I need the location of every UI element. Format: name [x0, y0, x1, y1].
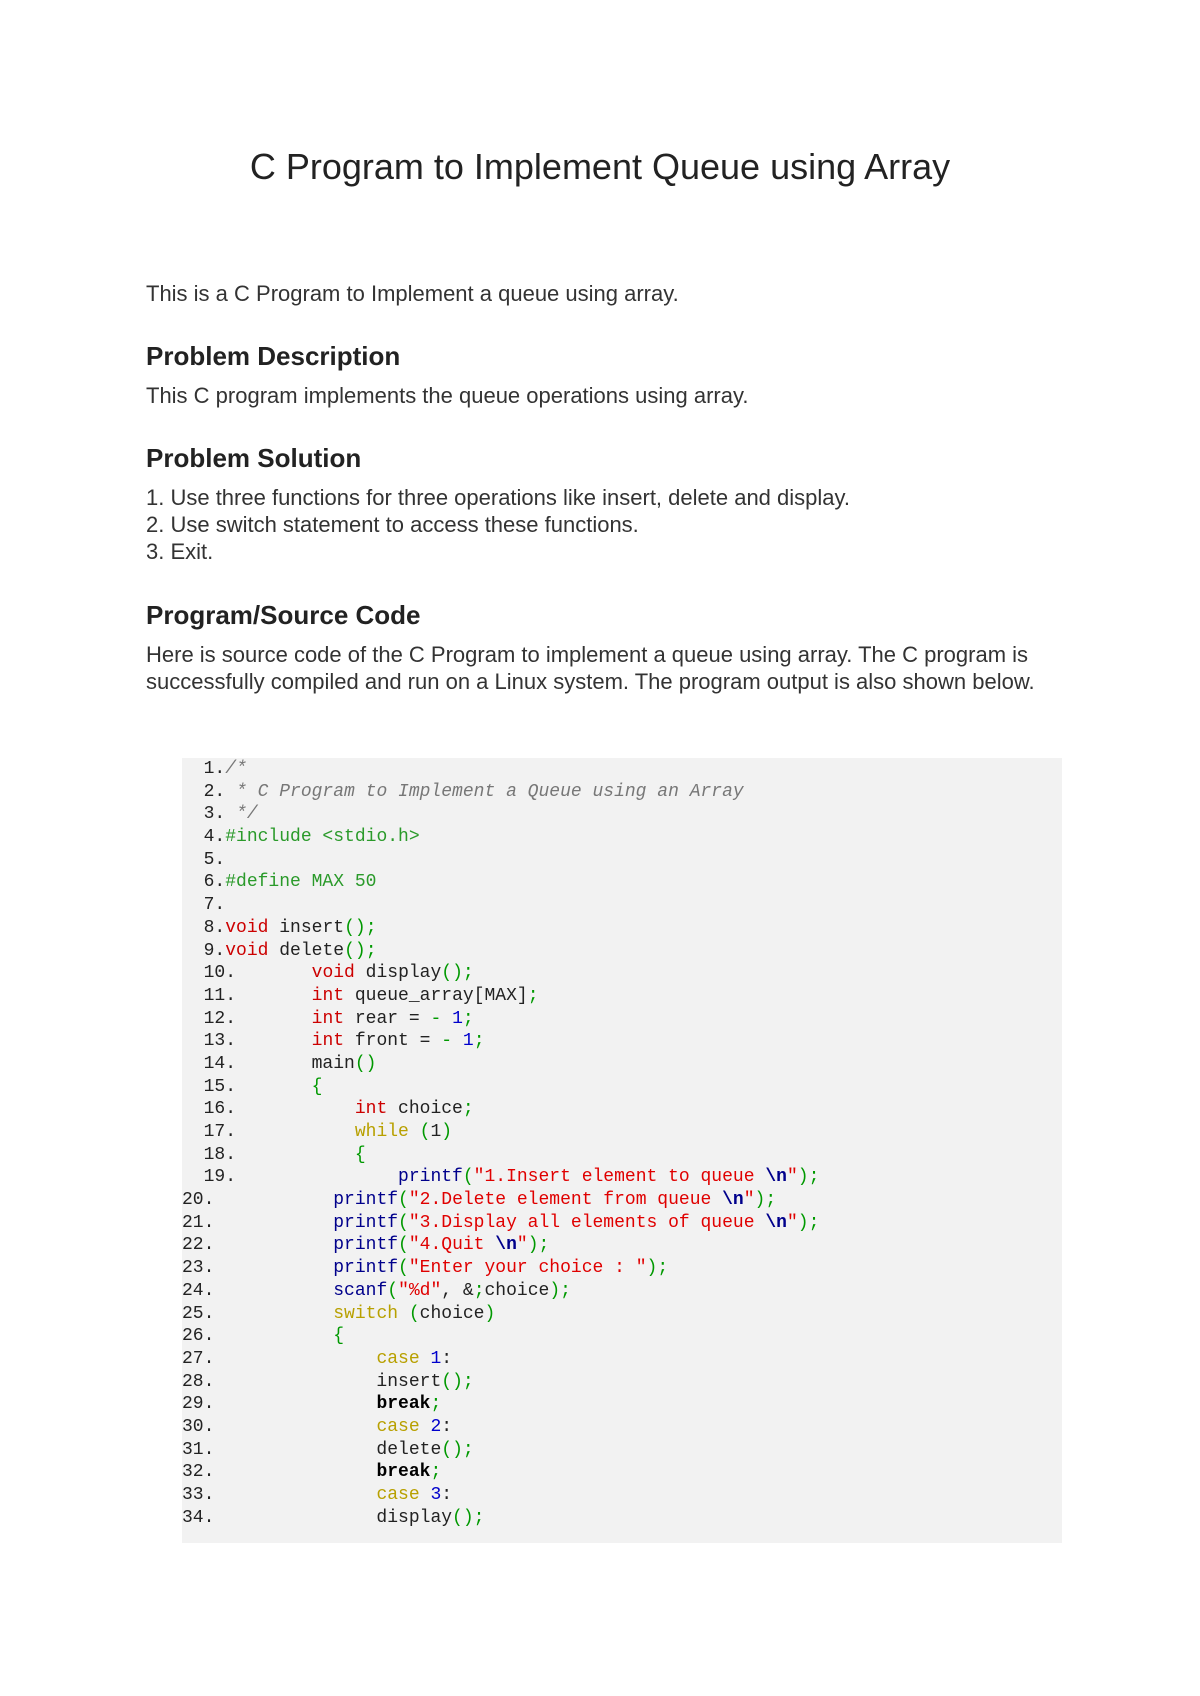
code-text: int rear = - 1; — [311, 1008, 474, 1029]
code-text: scanf("%d", &;choice); — [333, 1280, 571, 1301]
code-line — [182, 849, 1062, 872]
code-text: case 3: — [376, 1485, 453, 1505]
line-number: 3. — [182, 804, 226, 825]
code-text: void display(); — [311, 963, 474, 984]
code-text: { — [311, 1076, 323, 1097]
code-line — [182, 1212, 1062, 1235]
code-text: #include <stdio.h> — [225, 827, 420, 848]
line-number: 17. — [182, 1122, 237, 1142]
line-number: 6. — [182, 872, 226, 893]
code-text: void delete(); — [225, 940, 377, 961]
line-number: 32. — [182, 1462, 215, 1483]
code-line — [182, 1484, 1062, 1507]
code-block — [182, 758, 1062, 1529]
code-text: int front = - 1; — [311, 1031, 485, 1052]
code-text: printf("2.Delete element from queue \n"); — [333, 1190, 777, 1211]
line-number: 5. — [182, 849, 226, 870]
code-line — [182, 1189, 1062, 1212]
line-number: 4. — [182, 827, 226, 848]
line-number: 24. — [182, 1280, 215, 1301]
line-number: 29. — [182, 1394, 215, 1415]
code-text: void insert(); — [225, 917, 377, 938]
line-number: 8. — [182, 917, 226, 938]
code-line — [182, 781, 1062, 804]
line-number: 31. — [182, 1439, 215, 1460]
code-line — [182, 1166, 1062, 1189]
code-line — [182, 1257, 1062, 1280]
code-text: delete(); — [214, 1439, 474, 1460]
line-number: 11. — [182, 985, 237, 1006]
line-number: 22. — [182, 1235, 215, 1256]
code-text: int choice; — [354, 1099, 474, 1120]
source-code-text: Here is source code of the C Program to implement a queue using array. The C program is successfully compiled and run on a Linux system. The program output is also shown below. — [146, 642, 1035, 694]
code-line — [182, 1371, 1062, 1394]
code-line — [182, 1461, 1062, 1484]
code-line — [182, 917, 1062, 940]
code-text: break; — [376, 1394, 442, 1415]
solution-step: 2. Use switch statement to access these functions. — [146, 512, 639, 537]
code-line — [182, 1393, 1062, 1416]
code-text: /* — [225, 759, 247, 779]
problem-solution-heading: Problem Solution — [146, 443, 362, 473]
code-line — [182, 1507, 1062, 1530]
line-number: 10. — [182, 963, 237, 984]
line-number: 20. — [182, 1190, 215, 1211]
code-line — [182, 940, 1062, 963]
line-number: 34. — [182, 1507, 215, 1528]
code-line — [182, 1348, 1062, 1371]
code-text: case 1: — [376, 1348, 453, 1369]
code-line — [182, 826, 1062, 849]
problem-description-text: This C program implements the queue operations using array. — [146, 383, 749, 408]
code-line — [182, 1030, 1062, 1053]
problem-description-heading: Problem Description — [146, 341, 401, 371]
line-number: 16. — [182, 1099, 237, 1120]
code-line — [182, 1416, 1062, 1439]
code-text: */ — [225, 804, 258, 825]
code-text: break; — [376, 1462, 442, 1483]
code-line — [182, 1234, 1062, 1257]
code-line — [182, 962, 1062, 985]
code-text: * C Program to Implement a Queue using an Array — [225, 781, 744, 802]
line-number: 12. — [182, 1008, 237, 1029]
code-text: while (1) — [354, 1122, 453, 1142]
line-number: 27. — [182, 1348, 215, 1369]
intro-text: This is a C Program to Implement a queue using array. — [146, 281, 679, 306]
line-number: 28. — [182, 1371, 215, 1392]
solution-step: 1. Use three functions for three operations like insert, delete and display. — [146, 485, 850, 510]
line-number: 7. — [182, 895, 226, 916]
line-number: 1. — [182, 759, 226, 779]
code-line — [182, 1325, 1062, 1348]
line-number: 13. — [182, 1031, 237, 1052]
line-number: 26. — [182, 1326, 215, 1347]
line-number: 21. — [182, 1212, 215, 1233]
code-line — [182, 1439, 1062, 1462]
line-number: 19. — [182, 1167, 237, 1188]
code-text: switch (choice) — [333, 1303, 496, 1324]
code-line — [182, 1008, 1062, 1031]
line-number: 9. — [182, 940, 226, 961]
code-line — [182, 1303, 1062, 1326]
code-text: main() — [236, 1053, 377, 1074]
code-line — [182, 803, 1062, 826]
code-text: printf("4.Quit \n"); — [333, 1235, 550, 1256]
code-line — [182, 1144, 1062, 1167]
line-number: 15. — [182, 1076, 237, 1097]
code-text: #define MAX 50 — [225, 872, 377, 893]
source-code-heading: Program/Source Code — [146, 600, 421, 630]
line-number: 18. — [182, 1144, 237, 1165]
code-text: { — [333, 1326, 345, 1347]
code-text: int queue_array[MAX]; — [311, 985, 539, 1006]
line-number: 23. — [182, 1258, 215, 1279]
code-line — [182, 1121, 1062, 1144]
code-text: case 2: — [376, 1416, 453, 1437]
code-line — [182, 871, 1062, 894]
page-title: C Program to Implement Queue using Array — [249, 146, 951, 187]
code-text: insert(); — [214, 1371, 474, 1392]
code-text: printf("Enter your choice : "); — [333, 1258, 669, 1279]
code-line — [182, 985, 1062, 1008]
code-text: printf("1.Insert element to queue \n"); — [398, 1167, 820, 1188]
solution-step: 3. Exit. — [146, 539, 214, 564]
code-line — [182, 894, 1062, 917]
code-text: printf("3.Display all elements of queue \n"); — [333, 1212, 820, 1233]
line-number: 25. — [182, 1303, 215, 1324]
code-text: { — [354, 1144, 366, 1165]
code-line — [182, 1098, 1062, 1121]
line-number: 30. — [182, 1416, 215, 1437]
line-number: 33. — [182, 1485, 215, 1505]
line-number: 2. — [182, 781, 226, 802]
code-line — [182, 1280, 1062, 1303]
code-line — [182, 758, 1062, 781]
code-line — [182, 1076, 1062, 1099]
code-text: display(); — [214, 1507, 485, 1528]
line-number: 14. — [182, 1053, 237, 1074]
code-line — [182, 1053, 1062, 1076]
